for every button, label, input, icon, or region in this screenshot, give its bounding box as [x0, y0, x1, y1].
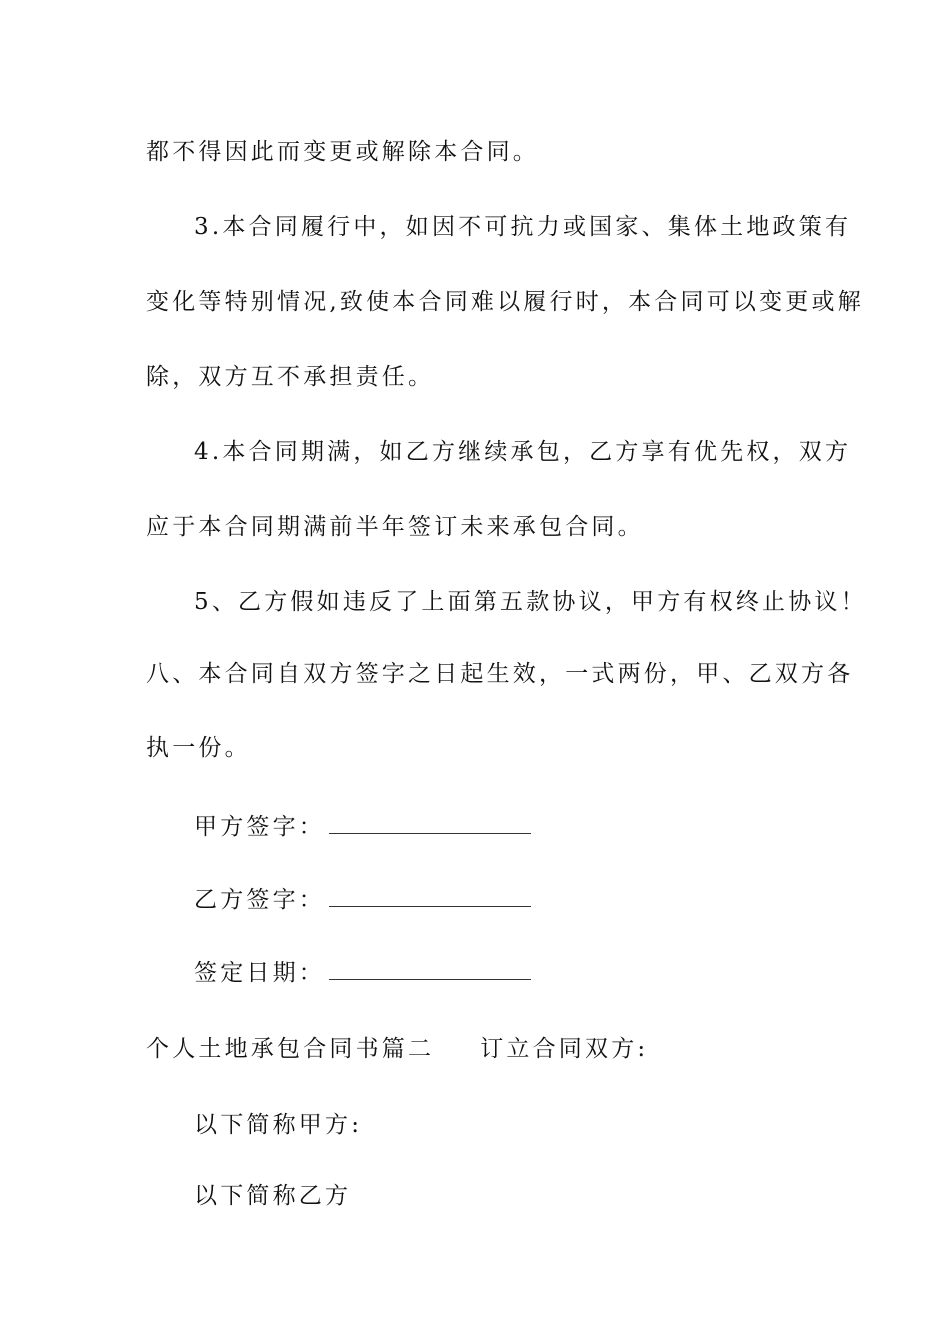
signature-line-party-a — [194, 812, 531, 842]
section-title: 个人土地承包合同书篇二 — [146, 1036, 435, 1062]
section-heading — [146, 1034, 648, 1064]
paragraph-line: 执一份。 — [146, 735, 251, 761]
date-label: 签定日期： — [194, 960, 325, 986]
paragraph-line: 八、本合同自双方签字之日起生效，一式两份，甲、乙双方各 — [146, 661, 854, 687]
paragraph-line: 3.本合同履行中，如因不可抗力或国家、集体土地政策有 — [194, 214, 852, 240]
paragraph-line: 都不得因此而变更或解除本合同。 — [146, 139, 539, 165]
paragraph-line: 应于本合同期满前半年签订未来承包合同。 — [146, 514, 644, 540]
signature-blank — [329, 815, 531, 834]
paragraph-line: 除，双方互不承担责任。 — [146, 364, 435, 390]
section-subtitle: 订立合同双方: — [480, 1036, 649, 1062]
signature-line-party-b — [194, 885, 531, 915]
signature-label: 甲方签字： — [194, 814, 325, 840]
party-b-line: 以下简称乙方 — [194, 1183, 352, 1209]
paragraph-line: 4.本合同期满，如乙方继续承包，乙方享有优先权，双方 — [194, 439, 852, 465]
paragraph-line: 变化等特别情况,致使本合同难以履行时，本合同可以变更或解 — [146, 289, 864, 315]
party-a-line: 以下简称甲方: — [194, 1112, 363, 1138]
paragraph-line: 5、乙方假如违反了上面第五款协议，甲方有权终止协议！ — [194, 589, 867, 615]
signature-blank — [329, 888, 531, 907]
signature-label: 乙方签字： — [194, 887, 325, 913]
signature-line-date — [194, 958, 531, 988]
date-blank — [329, 961, 531, 980]
